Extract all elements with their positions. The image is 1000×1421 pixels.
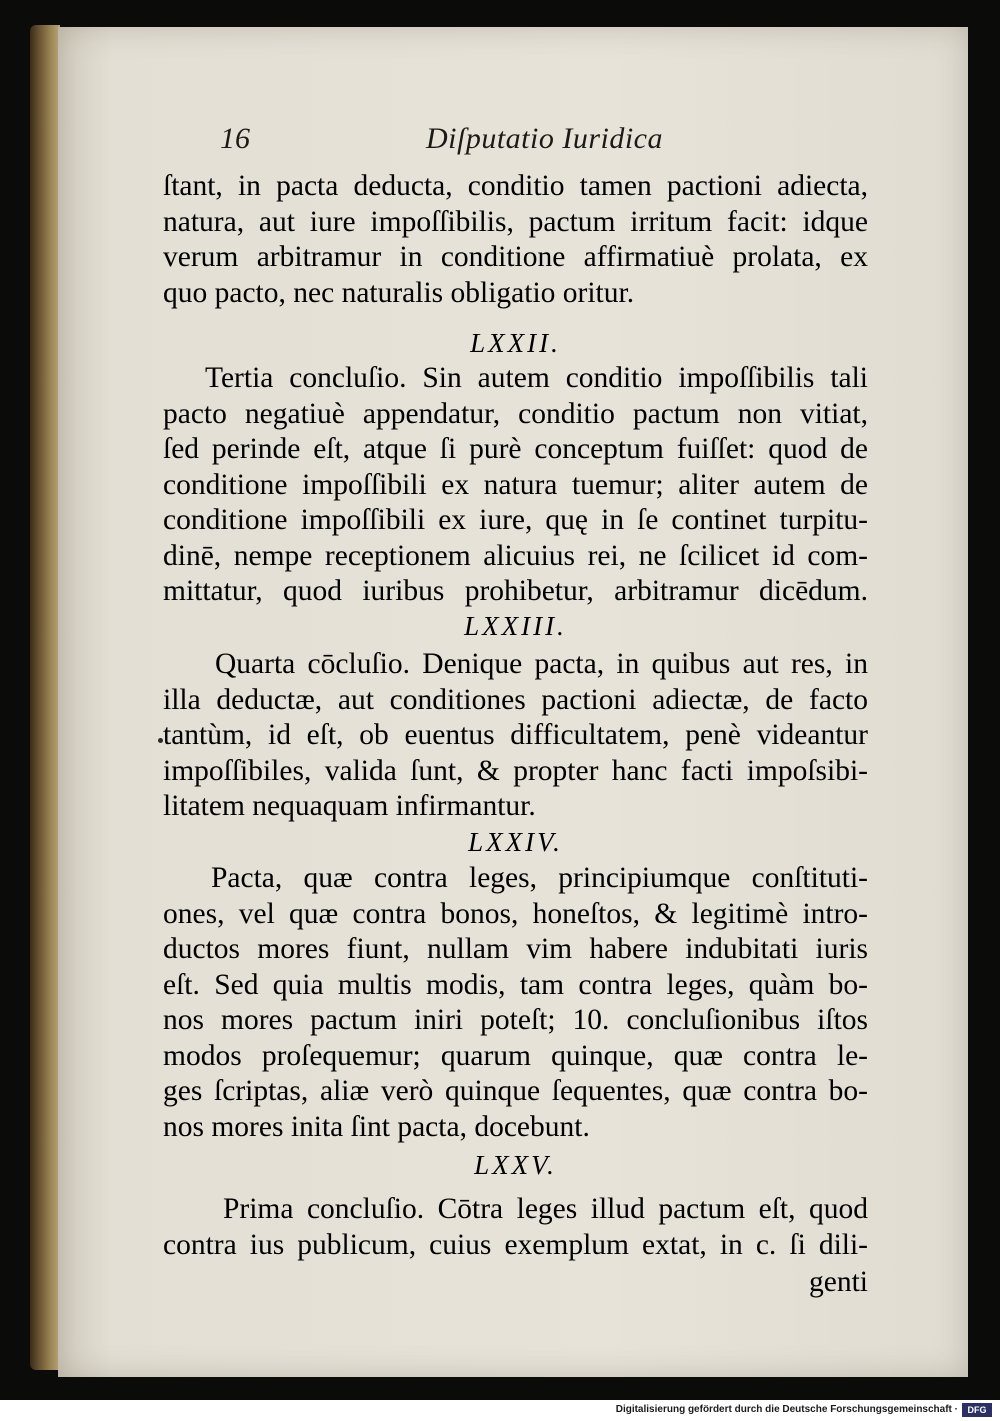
text-line: Quarta cōcluſio. Denique pacta, in quibus aut res, in	[215, 648, 868, 680]
text-line: nos mores inita ſint pacta, docebunt.	[163, 1110, 590, 1143]
text-line: verum arbitramur in conditione affirmatiuè prolata, ex	[163, 241, 868, 273]
text-line: ductos mores fiunt, nullam vim habere indubitati iuris	[163, 933, 868, 965]
footer-credit: Digitalisierung gefördert durch die Deutsche Forschungsgemeinschaft ·	[615, 1404, 958, 1415]
dfg-logo: DFG	[962, 1403, 992, 1417]
text-line: ones, vel quæ contra bonos, honeſtos, & legitimè intro-	[163, 897, 868, 930]
text-line: modos proſequemur; quarum quinque, quæ contra le-	[163, 1039, 868, 1072]
section-number: LXXV.	[474, 1150, 557, 1180]
section-number: LXXIII.	[464, 611, 567, 641]
text-line: ſtant, in pacta deducta, conditio tamen pactioni adiecta,	[163, 170, 868, 202]
text-line: quo pacto, nec naturalis obligatio oritur.	[163, 276, 635, 309]
text-line: conditione impoſſibili ex natura tuemur; aliter autem de	[163, 468, 868, 501]
text-line: ſed perinde eſt, atque ſi purè conceptum fuiſſet: quod de	[163, 433, 868, 465]
text-line: Pacta, quæ contra leges, principiumque conſtituti-	[211, 862, 868, 894]
text-line: contra ius publicum, cuius exemplum extat, in c. ſi dili-	[163, 1228, 868, 1261]
footer-bar	[0, 1400, 1000, 1421]
page-number: 16	[220, 122, 250, 155]
text-line: natura, aut iure impoſſibilis, pactum irritum facit: idque	[163, 205, 868, 238]
text-line: pacto negatiuè appendatur, conditio pactum non vitiat,	[163, 397, 868, 430]
section-number: LXXIV.	[468, 827, 563, 857]
catchword: genti	[809, 1266, 868, 1298]
text-line: nos mores pactum iniri poteſt; 10. concluſionibus iſtos	[163, 1004, 868, 1036]
book-binding	[30, 25, 60, 1370]
text-line: eſt. Sed quia multis modis, tam contra leges, quàm bo-	[163, 968, 868, 1001]
text-line: Prima concluſio. Cōtra leges illud pactum eſt, quod	[223, 1193, 868, 1225]
running-head: Diſputatio Iuridica	[426, 122, 663, 155]
text-line: ges ſcriptas, aliæ verò quinque ſequentes, quæ contra bo-	[163, 1075, 868, 1107]
text-line: mittatur, quod iuribus prohibetur, arbitramur dicēdum.	[163, 575, 868, 607]
text-line: conditione impoſſibili ex iure, quę in ſe continet turpitu-	[163, 504, 868, 536]
text-line: tantùm, id eſt, ob euentus difficultatem, penè videantur	[163, 719, 868, 751]
text-line: impoſſibiles, valida ſunt, & propter hanc facti impoſsibi-	[163, 754, 868, 787]
text-line: illa deductæ, aut conditiones pactioni adiectæ, de facto	[163, 683, 868, 716]
section-number: LXXII.	[470, 328, 561, 358]
text-line: dinē, nempe receptionem alicuius rei, ne ſcilicet id com-	[163, 539, 868, 572]
page-header	[163, 122, 928, 172]
text-line: litatem nequaquam infirmantur.	[163, 790, 536, 822]
text-line: Tertia concluſio. Sin autem conditio impoſſibilis tali	[205, 362, 868, 394]
